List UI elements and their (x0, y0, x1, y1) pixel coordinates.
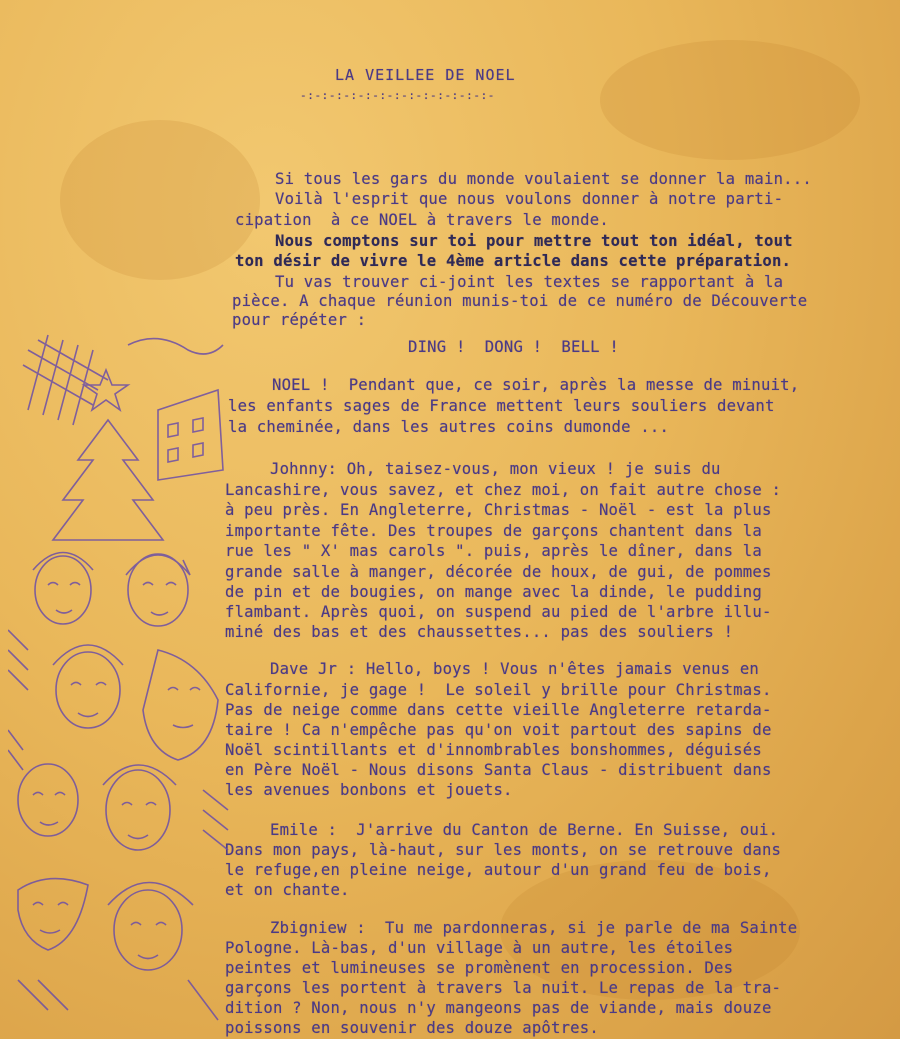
text-line: et on chante. (225, 881, 350, 899)
text-line: en Père Noël - Nous disons Santa Claus - distribuent dans (225, 761, 772, 779)
text-line: ton désir de vivre le 4ème article dans cette préparation. (235, 252, 792, 270)
text-line: à peu près. En Angleterre, Christmas - Noël - est la plus (225, 501, 772, 519)
text-line: Voilà l'esprit que nous voulons donner à notre parti- (275, 190, 784, 208)
text-line: la cheminée, dans les autres coins dumonde ... (228, 418, 670, 436)
text-line: garçons les portent à travers la nuit. Le repas de la tra- (225, 979, 782, 997)
text-line: de pin et de bougies, on mange avec la dinde, le pudding (225, 583, 762, 601)
text-line: pièce. A chaque réunion munis-toi de ce numéro de Découverte (232, 292, 808, 310)
text-line: miné des bas et des chaussettes... pas des souliers ! (225, 623, 734, 641)
paper-stain (600, 40, 860, 160)
text-line: Si tous les gars du monde voulaient se donner la main... (275, 170, 812, 188)
paper-stain (60, 120, 260, 280)
text-line: Emile : J'arrive du Canton de Berne. En Suisse, oui. (270, 821, 779, 839)
text-line: NOEL ! Pendant que, ce soir, après la messe de minuit, (272, 376, 800, 394)
text-line: pour répéter : (232, 311, 367, 329)
text-line: Pas de neige comme dans cette vieille Angleterre retarda- (225, 701, 772, 719)
section-heading: DING ! DONG ! BELL ! (408, 338, 619, 356)
text-line: Noël scintillants et d'innombrables bonshommes, déguisés (225, 741, 762, 759)
text-line: taire ! Ca n'empêche pas qu'on voit partout des sapins de (225, 721, 772, 739)
title-underline: -:-:-:-:-:-:-:-:-:-:-:-:-:- (300, 89, 496, 102)
text-line: Johnny: Oh, taisez-vous, mon vieux ! je suis du (270, 460, 721, 478)
text-line: les avenues bonbons et jouets. (225, 781, 513, 799)
text-line: Dave Jr : Hello, boys ! Vous n'êtes jamais venus en (270, 660, 759, 678)
stamped-children-christmas-illustration (8, 330, 233, 1030)
text-line: peintes et lumineuses se promènent en procession. Des (225, 959, 734, 977)
text-line: Pologne. Là-bas, d'un village à un autre, les étoiles (225, 939, 734, 957)
text-line: le refuge,en pleine neige, autour d'un grand feu de bois, (225, 861, 772, 879)
page-title: LA VEILLEE DE NOEL (335, 66, 516, 84)
text-line: Zbigniew : Tu me pardonneras, si je parle de ma Sainte (270, 919, 798, 937)
text-line: Californie, je gage ! Le soleil y brille pour Christmas. (225, 681, 772, 699)
text-line: cipation à ce NOEL à travers le monde. (235, 211, 609, 229)
text-line: flambant. Après quoi, on suspend au pied de l'arbre illu- (225, 603, 772, 621)
text-line: dition ? Non, nous n'y mangeons pas de viande, mais douze (225, 999, 772, 1017)
text-line: Lancashire, vous savez, et chez moi, on fait autre chose : (225, 481, 782, 499)
text-line: Nous comptons sur toi pour mettre tout ton idéal, tout (275, 232, 793, 250)
text-line: rue les " X' mas carols ". puis, après le dîner, dans la (225, 542, 762, 560)
text-line: Dans mon pays, là-haut, sur les monts, on se retrouve dans (225, 841, 782, 859)
text-line: importante fête. Des troupes de garçons chantent dans la (225, 522, 762, 540)
text-line: grande salle à manger, décorée de houx, de gui, de pommes (225, 563, 772, 581)
text-line: les enfants sages de France mettent leurs souliers devant (228, 397, 775, 415)
text-line: poissons en souvenir des douze apôtres. (225, 1019, 599, 1037)
text-line: Tu vas trouver ci-joint les textes se rapportant à la (275, 273, 784, 291)
